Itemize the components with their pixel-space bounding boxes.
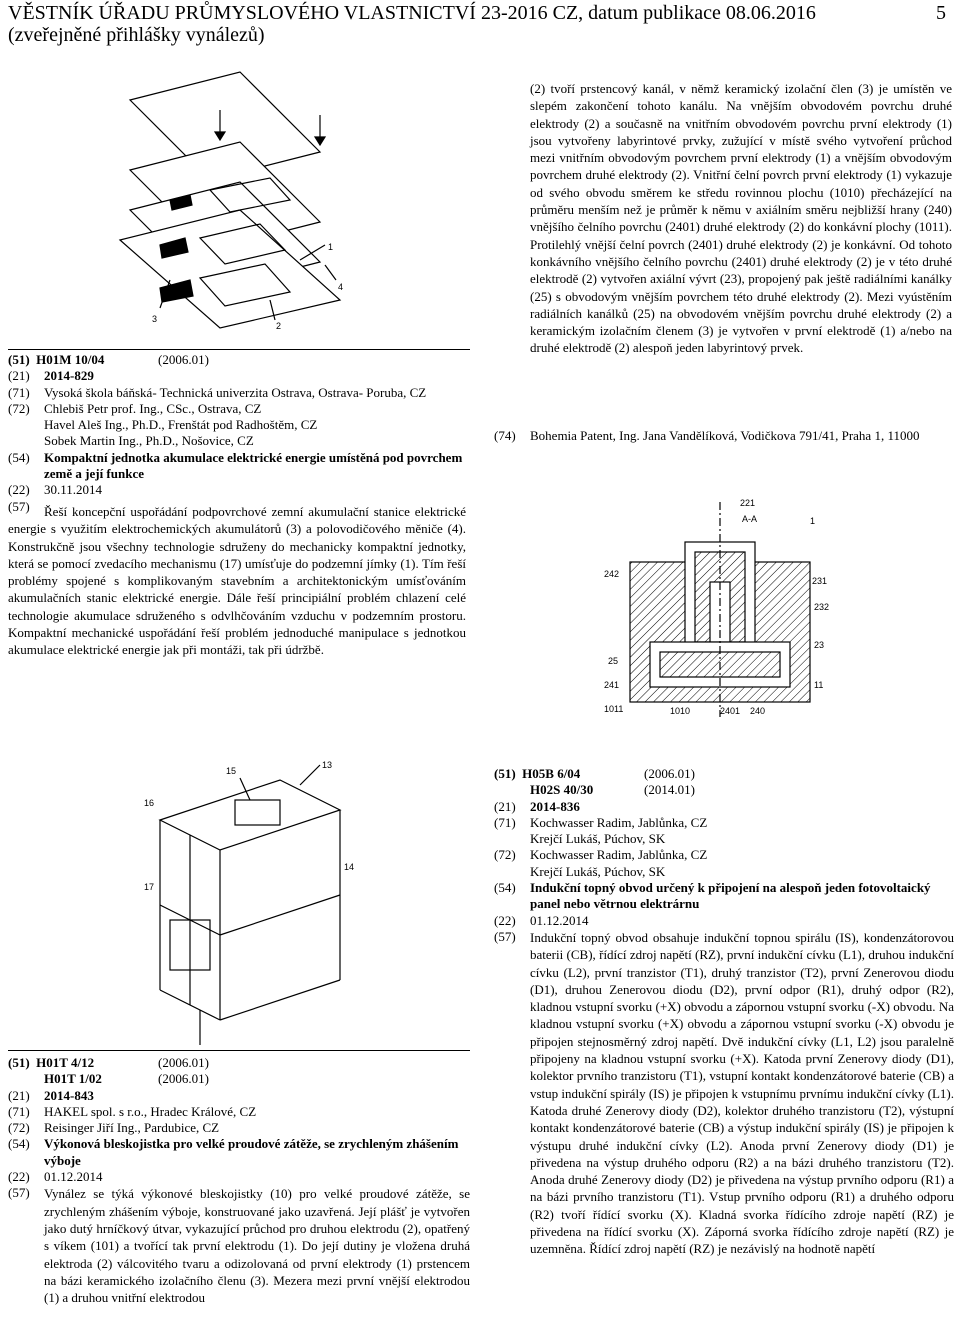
page-number: 5 bbox=[936, 2, 946, 24]
figure-2-cross-section bbox=[600, 492, 840, 722]
field-code: (57) bbox=[8, 498, 30, 514]
record-1-applicant: Vysoká škola báňská- Technická univerzita Ostrava, Ostrava- Poruba, CZ bbox=[44, 384, 427, 400]
fig2-label: 242 bbox=[604, 569, 620, 579]
fig3-label: 16 bbox=[144, 798, 155, 808]
fig2-label: A-A bbox=[742, 514, 758, 524]
inventor: Krejčí Lukáš, Púchov, SK bbox=[530, 863, 666, 879]
field-code: (54) bbox=[8, 1136, 30, 1152]
record-3-app-no: 2014-843 bbox=[44, 1087, 94, 1103]
record-2-abstract-continued: (2) tvoří prstencový kanál, v němž keramický izolační člen (3) je umístěn ve slepém zakončení tohoto kanálu. Na vnějším obvodovém povrchu druhé elektrody (2) a současně na vnitřním obvodovém povrchu první elektrody (1) jsou vytvořeny labyrintové prvky, zužující v místě svého vytvoření průchod mezi vnitřním obvodovým povrchem první elektrody (1) a vnějším obvodovým povrchem druhé elektrody (2). Vnitřní čelní povrch první elektrody (1) vykazuje od svého obvodu směrem ke středu rovinnou plochu (1010) přecházející na průměru menším než je průměr k němu v axiálním směru nejbližší hrany (240) vnějšího čelního povrchu (2401) druhé elektrody (2) do konkávní plochy (1011). Protilehlý vnější čelní povrch (2401) druhé elektrody (2) je konkávní. Od tohoto konkávního vnějšího čelního povrchu (2401) druhé elektrody (2) je v této druhé elektrodě (2) vytvořen axiální vývrt (23), propojený pak ještě radiálními kanálky (25) s obvodovým vnějším povrchem této druhé elektrody (2). Mezi vyústěním radiálních kanálků (25) na obvodovém vnějším povrchu druhé elektrody (2) a keramickým izolačním členem (3) je vytvořen v první elektrodě (1) a/nebo na druhé elektrodě (2) alespoň jeden labyrintový prvek. bbox=[530, 81, 952, 356]
fig2-label: 240 bbox=[750, 706, 766, 716]
fig2-label: 241 bbox=[604, 680, 620, 690]
fig3-label: 13 bbox=[322, 760, 333, 770]
record-4-ipc: H02S 40/30 bbox=[530, 782, 594, 798]
field-code: (71) bbox=[8, 1103, 30, 1119]
record-1-inventors bbox=[44, 401, 470, 450]
applicant: Krejčí Lukáš, Púchov, SK bbox=[530, 831, 666, 847]
section-divider bbox=[8, 349, 470, 350]
record-1-ipc-date: (2006.01) bbox=[158, 352, 209, 367]
field-code: (54) bbox=[494, 880, 516, 896]
fig2-label: 221 bbox=[740, 498, 756, 508]
inventor: Kochwasser Radim, Jablůnka, CZ bbox=[530, 847, 708, 863]
record-1-ipc: (51) H01M 10/04 bbox=[8, 352, 105, 367]
record-4-abstract: Indukční topný obvod obsahuje indukční topnou spirálu (IS), kondenzátorovou baterii (CB), řídící zdroj napětí (RZ), první indukční cívku (L1), druhou indukční cívku (L2), první tranzistor (T1), druhý tranzistor (T2), první Zenerovou diodu (D1), druhou Zenerovou diodu (D2), první odpor (R1), druhý odpor (R2), kladnou vstupní svorku (+X) obvodu a zápornou vstupní svorku (-X) obvodu. Na kladnou vstupní svorku (+X) obvodu a zápornou vstupní svorku (-X) obvodu je připojen stejnosměrný zdroj napětí. Dvě indukční cívky (L1, L2) jsou paralelně připojeny na kladnou vstupní svorku (+X). Katoda první Zenerovy diody (D1), kolektor prvního tranzistoru (T1), vstupní kontakt kondenzátorové baterie (CB) a vstup indukční spirály (IS) je připojen k vstupnímu prvnímu indukční cívky (L1). Katoda druhé Zenerovy diody (D2), kolektor druhého tranzistoru (T2), výstupní kontakt kondenzátorové baterie (CB) a výstup indukční spirály (IS) je připojen k výstupu druhé indukční cívky (L2). Anoda první Zenerovy diody (D1) je přivedena na výstup druhého odporu (R2) a na bázi druhého tranzistoru (T2). Anoda druhé Zenerovy diody (D2) je přivedena na výstup prvního odporu (R1) a na bázi prvního tranzistoru (T1). Vstup prvního odporu (R1) a druhého odporu (R2) tvoří řídící svorku (X). Kladná svorka řídícího zdroje napětí (RZ) je přivedena na řídící svorku (X). Záporná svorka řídícího zdroje napětí (RZ) je uzemněna. Řídící zdroj napětí (RZ) je nezávislý na hodnotě napětí bbox=[530, 929, 954, 1257]
record-3-applicant: HAKEL spol. s r.o., Hradec Králové, CZ bbox=[44, 1103, 257, 1119]
section-divider bbox=[8, 1050, 470, 1051]
inventor: Havel Aleš Ing., Ph.D., Frenštát pod Radhoštěm, CZ bbox=[44, 417, 318, 433]
record-4-ipc-date: (2006.01) bbox=[644, 766, 695, 781]
record-2-attorney-block bbox=[494, 428, 954, 444]
fig1-label: 1 bbox=[328, 242, 334, 252]
fig2-label: 1010 bbox=[670, 706, 691, 716]
record-3-ipc: H01T 1/02 bbox=[44, 1071, 102, 1087]
record-1-title: Kompaktní jednotka akumulace elektrické energie umístěná pod povrchem země a její funkce bbox=[44, 449, 463, 482]
record-1-abstract: Řeší koncepční uspořádání podpovrchové zemní akumulační stanice elektrické energie s využitím elektrochemických akumulátorů (3) a polovodičového měniče (4). Konstrukčně jsou všechny technologie sdruženy do mechanicky kompaktní jednotky, která se pomocí zvedacího mechanismu (17) umísťuje do podzemní jímky (1). Tím řeší problémy spojené s komplikovaným stavebním a architektonickým umísťováním akumulačních stanic elektrické energie. Dále řeší principiální problém chlazení celé technologie akumulace sdruženého s odvlhčováním vzduchu v podzemním prostoru. Kompaktní mechanické uspořádání řeší problém jednoduché manipulace s jednotkou akumulace elektrické energie jak při montáži, tak při údržbě. bbox=[8, 504, 466, 658]
fig1-label: 4 bbox=[338, 282, 344, 292]
field-code: (72) bbox=[8, 1120, 30, 1136]
record-4-title: Indukční topný obvod určený k připojení na alespoň jeden fotovoltaický panel nebo větrnou elektrárnu bbox=[530, 880, 931, 912]
field-code: (74) bbox=[494, 428, 516, 443]
journal-subtitle: (zveřejněné přihlášky vynálezů) bbox=[8, 24, 265, 46]
journal-title: VĚSTNÍK ÚŘADU PRŮMYSLOVÉHO VLASTNICTVÍ 23-2016 CZ, datum publikace 08.06.2016 bbox=[8, 2, 816, 24]
record-4-applicants bbox=[530, 815, 954, 848]
fig1-label: 2 bbox=[276, 321, 282, 330]
fig2-label: 1 bbox=[810, 516, 816, 526]
record-4-ipc: (51) H05B 6/04 bbox=[494, 766, 581, 781]
record-4-ipc-date: (2014.01) bbox=[644, 782, 695, 798]
record-4-inventors bbox=[530, 847, 954, 880]
field-code: (71) bbox=[494, 814, 516, 830]
field-code: (21) bbox=[494, 798, 516, 814]
fig2-label: 23 bbox=[814, 640, 825, 650]
record-4-app-no: 2014-836 bbox=[530, 798, 580, 814]
inventor: Sobek Martin Ing., Ph.D., Nošovice, CZ bbox=[44, 433, 254, 449]
figure-3-cabinet bbox=[140, 760, 360, 1050]
record-2-attorney: Bohemia Patent, Ing. Jana Vandělíková, Vodičkova 791/41, Praha 1, 11000 bbox=[530, 428, 920, 443]
record-3-ipc: (51) H01T 4/12 bbox=[8, 1055, 95, 1070]
fig3-label: 15 bbox=[226, 766, 237, 776]
field-code: (22) bbox=[494, 912, 516, 928]
field-code: (22) bbox=[8, 1169, 30, 1185]
field-code: (21) bbox=[8, 1087, 30, 1103]
fig2-label: 25 bbox=[608, 656, 619, 666]
fig1-label: 3 bbox=[152, 314, 158, 324]
applicant: Kochwasser Radim, Jablůnka, CZ bbox=[530, 814, 708, 830]
field-code: (22) bbox=[8, 482, 30, 498]
fig2-label: 231 bbox=[812, 576, 828, 586]
record-1 bbox=[8, 352, 470, 515]
record-4 bbox=[494, 766, 954, 1258]
record-3-inventor: Reisinger Jiří Ing., Pardubice, CZ bbox=[44, 1120, 220, 1136]
field-code: (57) bbox=[8, 1185, 30, 1201]
figure-1-layered-panel bbox=[100, 60, 360, 330]
fig2-label: 11 bbox=[814, 680, 824, 690]
record-4-filed: 01.12.2014 bbox=[530, 912, 589, 928]
page-header bbox=[8, 2, 952, 46]
record-3-abstract: Vynález se týká výkonové bleskojistky (10) pro velké proudové zátěže, se zrychleným zhášením výboje, konstruované jako uzavřená. Její plášť je vytvořen jako dutý hrníčkový útvar, vykazující průchod pro druhou elektrodu (2), opatřený s víkem (101) a tvořící tak první elektrodu (1). Do její dutiny je vložena druhá elektroda (2) válcovitého tvaru a odizolovaná od první elektrody (1) prstencem na bázi keramického izolačního členu (3). Mezera mezi první vnější elektrodou (1) a druhou vnitřní elektrodou bbox=[44, 1186, 470, 1306]
fig2-label: 2401 bbox=[720, 706, 741, 716]
field-code: (72) bbox=[494, 847, 516, 863]
fig2-label: 1011 bbox=[604, 704, 624, 714]
record-3-filed: 01.12.2014 bbox=[44, 1169, 103, 1185]
field-code: (54) bbox=[8, 449, 30, 465]
record-3 bbox=[8, 1055, 470, 1306]
record-1-app-no: 2014-829 bbox=[44, 368, 94, 384]
field-code: (71) bbox=[8, 384, 30, 400]
fig3-label: 17 bbox=[144, 882, 155, 892]
field-code: (21) bbox=[8, 368, 30, 384]
fig3-label: 14 bbox=[344, 862, 355, 872]
fig2-label: 232 bbox=[814, 602, 830, 612]
record-3-ipc-date: (2006.01) bbox=[158, 1055, 209, 1070]
inventor: Chlebiš Petr prof. Ing., CSc., Ostrava, CZ bbox=[44, 400, 262, 416]
field-code: (72) bbox=[8, 400, 30, 416]
record-3-ipc-date: (2006.01) bbox=[158, 1071, 209, 1087]
field-code: (57) bbox=[494, 928, 516, 944]
record-3-title: Výkonová bleskojistka pro velké proudové zátěže, se zrychleným zhášením výboje bbox=[44, 1136, 459, 1168]
record-1-filed: 30.11.2014 bbox=[44, 482, 103, 498]
